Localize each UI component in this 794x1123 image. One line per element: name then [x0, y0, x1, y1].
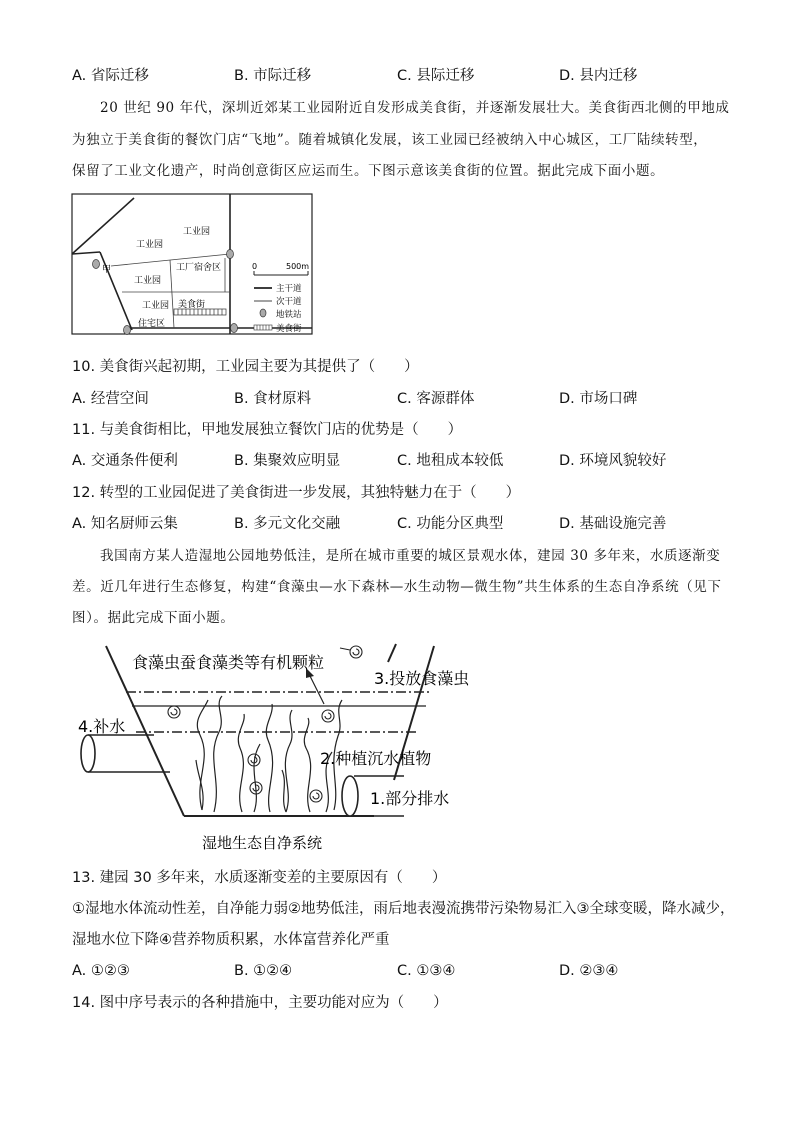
legend-metro-icon — [260, 309, 266, 317]
metro-station-icon — [231, 324, 238, 333]
q9-option-b: B. 市际迁移 — [234, 68, 312, 84]
map-label-industrial: 工业园 — [136, 240, 164, 250]
q13-option-b: B. ①②④ — [234, 963, 293, 979]
legend-food-street-label: 美食街 — [276, 324, 302, 334]
q12-option-b: B. 多元文化交融 — [234, 516, 341, 532]
q10-option-b: B. 食材原料 — [234, 391, 312, 407]
scale-end-label: 500m — [286, 262, 310, 271]
map-label-industrial: 工业园 — [142, 301, 170, 311]
q11-option-a: A. 交通条件便利 — [72, 453, 178, 469]
wetland-self-purification-diagram — [74, 640, 494, 862]
map-label-industrial: 工业园 — [183, 227, 211, 237]
scale-zero-label: 0 — [252, 262, 258, 271]
q13-option-c: C. ①③④ — [397, 963, 456, 979]
metro-station-icon — [93, 260, 100, 269]
label-release-algae-eaters: 3.投放食藻虫 — [374, 669, 470, 688]
map-label-industrial: 工业园 — [134, 276, 162, 286]
legend-metro-label: 地铁站 — [276, 310, 302, 320]
q11-option-d: D. 环境风貌较好 — [559, 453, 667, 469]
q10-option-a: A. 经营空间 — [72, 391, 149, 407]
q14-stem: 14. 图中序号表示的各种措施中，主要功能对应为（ ） — [72, 995, 448, 1011]
q10-option-c: C. 客源群体 — [397, 391, 475, 407]
q12-option-a: A. 知名厨师云集 — [72, 516, 178, 532]
passage2-line-1: 我国南方某人造湿地公园地势低洼，是所在城市重要的城区景观水体，建园 30 多年来，水质逐渐变 — [100, 548, 721, 564]
inlet-pipe — [81, 735, 170, 772]
q12-option-d: D. 基础设施完善 — [559, 516, 667, 532]
q11-option-b: B. 集聚效应明显 — [234, 453, 341, 469]
diagram-caption: 湿地生态自净系统 — [202, 834, 323, 852]
q12-stem: 12. 转型的工业园促进了美食街进一步发展，其独特魅力在于（ ） — [72, 485, 521, 501]
upward-arrow-icon — [306, 668, 324, 704]
passage1-line-2: 为独立于美食街的餐饮门店“飞地”。随着城镇化发展，该工业园已经被纳入中心城区，工厂陆续转型， — [72, 132, 708, 148]
q13-stem: 13. 建园 30 多年来，水质逐渐变差的主要原因有（ ） — [72, 870, 447, 886]
q13-option-a: A. ①②③ — [72, 963, 130, 979]
q10-option-d: D. 市场口碑 — [559, 391, 638, 407]
label-plant-submerged: 2.种植沉水植物 — [320, 749, 432, 768]
map-label-food-street: 美食街 — [178, 300, 206, 310]
q13-statement-line-2: 湿地水位下降④营养物质积累，水体富营养化严重 — [72, 932, 390, 948]
passage1-line-3: 保留了工业文化遗产，时尚创意街区应运而生。下图示意该美食街的位置。据此完成下面小题。 — [72, 163, 665, 179]
q10-stem: 10. 美食街兴起初期，工业园主要为其提供了（ ） — [72, 359, 419, 375]
label-partial-drain: 1.部分排水 — [370, 789, 450, 808]
q13-statement-line-1: ①湿地水体流动性差，自净能力弱②地势低洼，雨后地表漫流携带污染物易汇入③全球变暖，降水减少， — [72, 901, 735, 917]
q9-option-c: C. 县际迁移 — [397, 68, 475, 84]
q11-stem: 11. 与美食街相比，甲地发展独立餐饮门店的优势是（ ） — [72, 422, 463, 438]
legend-food-street-icon — [254, 325, 272, 330]
map-legend — [250, 258, 330, 340]
top-label: 食藻虫蚕食藻类等有机颗粒 — [132, 653, 325, 672]
label-water-supply: 4.补水 — [78, 717, 126, 736]
q11-option-c: C. 地租成本较低 — [397, 453, 504, 469]
metro-station-icon — [227, 250, 234, 259]
map-label-dorm: 工厂宿舍区 — [176, 263, 222, 273]
passage2-line-2: 差。近几年进行生态修复，构建“食藻虫—水下森林—水生动物—微生物”共生体系的生态自净系统（见下 — [72, 579, 722, 595]
q13-option-d: D. ②③④ — [559, 963, 619, 979]
q9-option-d: D. 县内迁移 — [559, 68, 638, 84]
passage2-line-3: 图）。据此完成下面小题。 — [72, 610, 235, 626]
legend-main-road-label: 主干道 — [276, 284, 302, 294]
map-label-residential: 住宅区 — [138, 319, 166, 329]
legend-secondary-road-label: 次干道 — [276, 297, 302, 307]
release-arrow-mark — [388, 644, 396, 662]
q12-option-c: C. 功能分区典型 — [397, 516, 504, 532]
q9-option-a: A. 省际迁移 — [72, 68, 149, 84]
map-label-jia: 甲 — [102, 265, 112, 275]
metro-station-icon — [124, 326, 131, 335]
passage1-line-1: 20 世纪 90 年代，深圳近郊某工业园附近自发形成美食街，并逐渐发展壮大。美食街西北侧的甲地成 — [100, 100, 730, 116]
